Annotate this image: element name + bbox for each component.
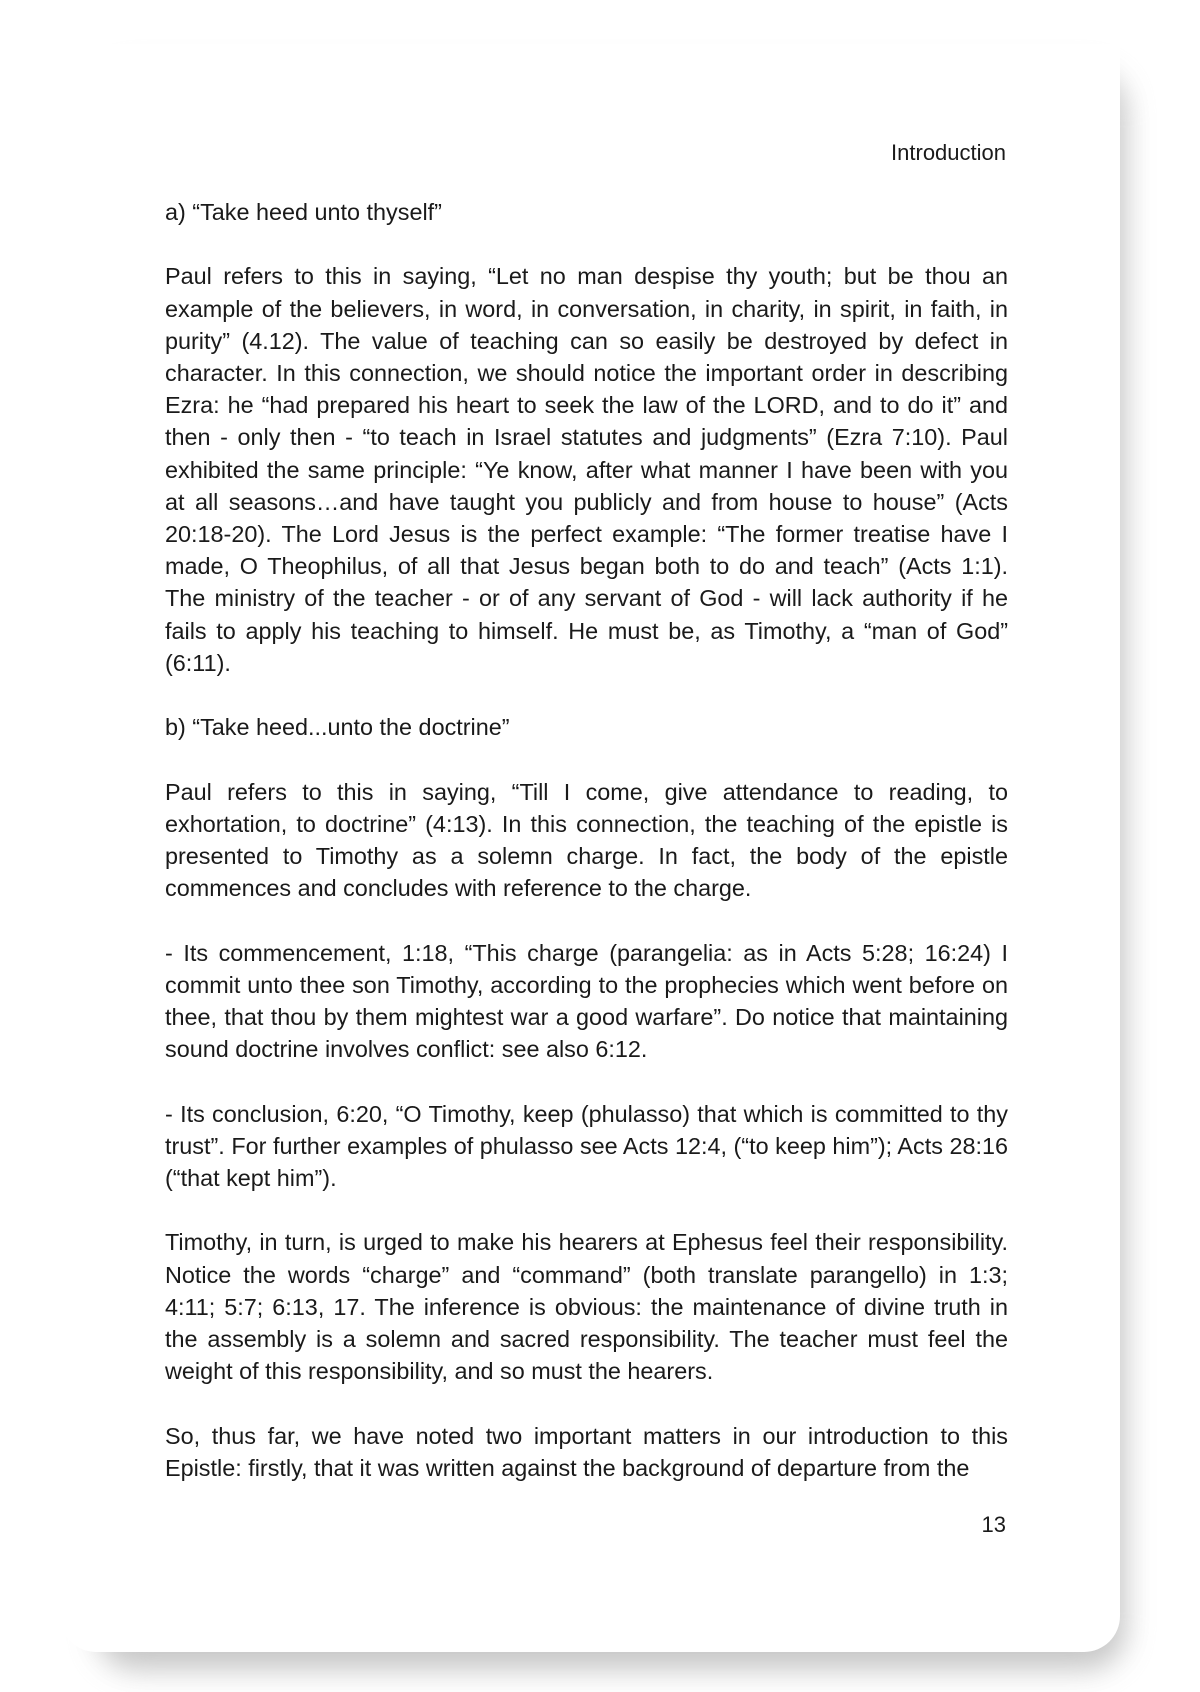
paragraph: So, thus far, we have noted two important matters in our introduction to this Epistle: firstly, that it was written against the background of departure from the — [165, 1422, 1008, 1481]
page-number: 13 — [981, 1512, 1006, 1537]
paragraph: Paul refers to this in saying, “Till I come, give attendance to reading, to exhortation, to doctrine” (4:13). In this connection, the teaching of the epistle is presented to Timothy as a solemn charge. In fact, the body of the epistle commences and concludes with reference to the charge. — [165, 778, 1008, 902]
section-heading-b: b) “Take heed...unto the doctrine” — [165, 714, 510, 741]
running-header: Introduction — [891, 140, 1006, 165]
book-page — [60, 44, 1120, 1652]
section-heading-a: a) “Take heed unto thyself” — [165, 199, 442, 225]
paragraph: - Its conclusion, 6:20, “O Timothy, keep (phulasso) that which is committed to thy trust”. For further examples of phulasso see Acts 12:4, (“to keep him”); Acts 28:16 (“that kept him”). — [165, 1100, 1008, 1192]
paragraph: Timothy, in turn, is urged to make his hearers at Ephesus feel their responsibility. Notice the words “charge” and “command” (both translate parangello) in 1:3; 4:11; 5:7; 6:13, 17. The inference is obvious: the maintenance of divine truth in the assembly is a solemn and sacred responsibility. The teacher must feel the weight of this responsibility, and so must the hearers. — [165, 1229, 1008, 1385]
paragraph: Paul refers to this in saying, “Let no man despise thy youth; but be thou an example of the believers, in word, in conversation, in charity, in spirit, in faith, in purity” (4.12). The value of teaching can so easily be destroyed by defect in character. In this connection, we should notice the important order in describing Ezra: he “had prepared his heart to seek the law of the LORD, and to do it” and then - only then - “to teach in Israel statutes and judgments” (Ezra 7:10). Paul exhibited the same principle: “Ye know, after what manner I have been with you at all seasons…and have taught you publicly and from house to house” (Acts 20:18-20). The Lord Jesus is the perfect example: “The former treatise have I made, O Theophilus, of all that Jesus began both to do and teach” (Acts 1:1). The ministry of the teacher - or of any servant of God - will lack authority if he fails to apply his teaching to himself. He must be, as Timothy, a “man of God” (6:11). — [165, 263, 1008, 676]
paragraph: - Its commencement, 1:18, “This charge (parangelia: as in Acts 5:28; 16:24) I commit unto thee son Timothy, according to the prophecies which went before on thee, that thou by them mightest war a good warfare”. Do notice that maintaining sound doctrine involves conflict: see also 6:12. — [165, 939, 1008, 1063]
page-body — [165, 196, 1008, 1516]
